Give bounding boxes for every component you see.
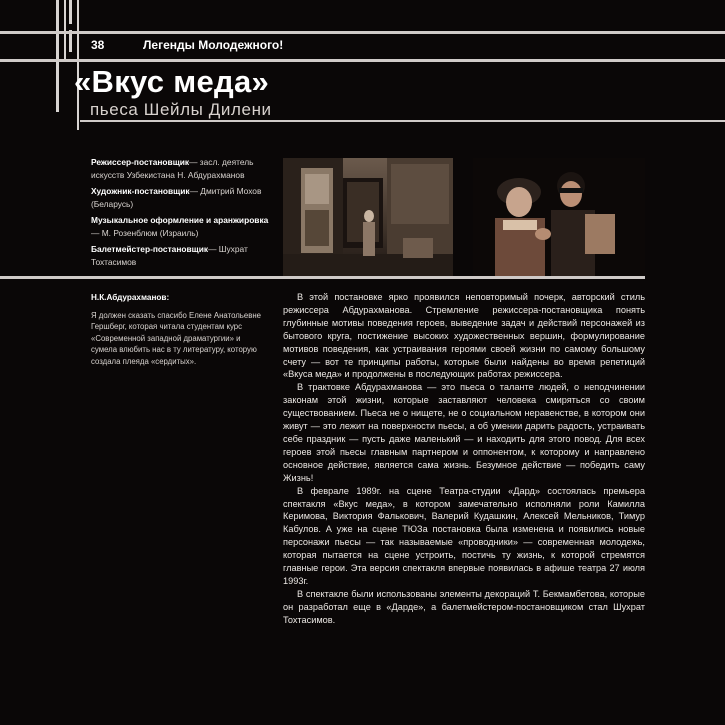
article-subtitle: пьеса Шейлы Дилени [90, 100, 272, 119]
director-quote [91, 292, 261, 367]
credit-item [91, 214, 274, 239]
actors-photo [473, 158, 645, 276]
quote-text: Я должен сказать спасибо Елене Анатольевне Гершберг, которая читала студентам курс «Современной западной драматургии» и сумела влюбить нас в ту литературу, которую создала плеяда «сердитых». [91, 310, 261, 366]
credits-list [91, 156, 274, 272]
header-rule-bottom [0, 59, 725, 62]
decor-vline-1 [56, 0, 59, 112]
body-paragraph: В спектакле были использованы элементы декораций Т. Бекмамбетова, которые он разработал еще в «Дарде», а балетмейстером-постановщиком стал Шухрат Тохтасимов. [283, 588, 645, 625]
credit-item [91, 156, 274, 181]
actors-photo-image [473, 158, 645, 276]
credit-role: Балетмейстер-постановщик [91, 244, 209, 254]
credit-item [91, 243, 274, 268]
page-number: 38 [91, 38, 105, 52]
article-title: «Вкус меда» [74, 64, 270, 99]
body-paragraph: В этой постановке ярко проявился неповторимый почерк, авторский стиль режиссера Абдурахманова. Стремление режиссера-постановщика понять глубинные мотивы поведения героев, выведение задач и действий персонажей из бытового круга, постижение высоких художественных вершин, формулирование мотивов поведения, как устраивания героями своей жизни по самому большому счету — вот те принципы работы, которые были найдены во время репетиций «Вкуса меда» и продолжены в последующих работах режиссера. [283, 292, 645, 380]
credit-item [91, 185, 274, 210]
header-rule-top [0, 31, 725, 34]
credit-role: Режиссер-постановщик [91, 157, 190, 167]
title-rule [80, 120, 725, 122]
credit-name: — Шухрат Тохтасимов [91, 244, 248, 267]
body-paragraph: В феврале 1989г. на сцене Театра-студии «Дард» состоялась премьера спектакля «Вкус меда», в котором замечательно исполняли роли Камилла Керимова, Виктория Фалькович, Валерий Кудашкин, Алексей Мельников, Тимур Кабулов. А уже на сцене ТЮЗа постановка была изменена и появились новые персонажи пьесы — так называемые «проводники» — современная молодежь, которая пытается на сцене устроить, постичь ту жизнь, к которой стремятся главные герои. Эта версия спектакля впервые появилась в афише театра 27 июля 1993г. [283, 485, 645, 586]
credit-name: — засл. деятель искусств Узбекистана Н. Абдурахманов [91, 157, 254, 180]
credit-role: Музыкальное оформление и аранжировка [91, 215, 269, 225]
decor-vline-3 [69, 0, 72, 24]
credit-name: — Дмитрий Мохов (Беларусь) [91, 186, 262, 209]
credit-name: — М. Розенблюм (Израиль) [91, 227, 199, 238]
credit-role: Художник-постановщик [91, 186, 190, 196]
section-rule [0, 276, 645, 279]
stage-photo-image [283, 158, 453, 276]
body-paragraph: В трактовке Абдурахманова — это пьеса о таланте людей, о неподчинении законам этой жизни, которые заставляют человека смиряться со своим существованием. Пьеса не о нищете, не о социальном неравенстве, в котором они живут — это лежит на поверхности пьесы, а об умении дарить радость, устраивать себе праздник — пусть даже маленький — и находить для этого повод. Для всех героев этой пьесы главным партнером и оппонентом, к которому и направлено основное действие, является сама жизнь. Безумное действие — победить саму Жизнь! [283, 382, 645, 483]
quote-author: Н.К.Абдурахманов: [91, 293, 170, 302]
stage-photo [283, 158, 453, 276]
decor-vline-2 [64, 0, 66, 60]
article-body [283, 291, 645, 627]
running-title: Легенды Молодежного! [143, 38, 284, 52]
